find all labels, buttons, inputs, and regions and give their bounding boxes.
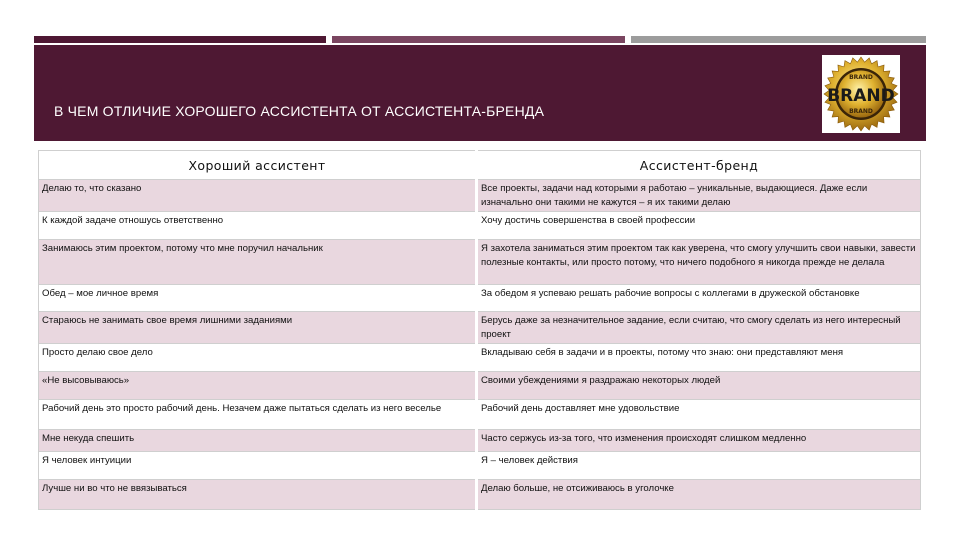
cell-brand-assistant: Рабочий день доставляет мне удовольствие [477,400,921,430]
table-row [39,372,921,400]
cell-brand-assistant: Хочу достичь совершенства в своей профессии [477,212,921,240]
table-row [39,312,921,344]
column-header-good-assistant: Хороший ассистент [39,151,477,180]
table-row [39,240,921,285]
cell-good-assistant: К каждой задаче отношусь ответственно [39,212,477,240]
svg-text:BRAND: BRAND [827,86,895,106]
svg-text:BRAND: BRAND [849,108,873,115]
cell-brand-assistant: Я – человек действия [477,452,921,480]
brand-gold-seal-icon [822,55,900,133]
top-bar-dark [34,36,326,43]
table-row [39,452,921,480]
cell-good-assistant: «Не высовываюсь» [39,372,477,400]
top-bar-mid [332,36,625,43]
table-row [39,430,921,452]
cell-brand-assistant: За обедом я успеваю решать рабочие вопросы с коллегами в дружеской обстановке [477,285,921,312]
cell-good-assistant: Я человек интуиции [39,452,477,480]
cell-brand-assistant: Делаю больше, не отсиживаюсь в уголочке [477,480,921,510]
table-row [39,212,921,240]
comparison-table [38,150,921,510]
cell-good-assistant: Рабочий день это просто рабочий день. Незачем даже пытаться сделать из него веселье [39,400,477,430]
cell-good-assistant: Занимаюсь этим проектом, потому что мне поручил начальник [39,240,477,285]
top-bar-grey [631,36,926,43]
table-row [39,285,921,312]
cell-good-assistant: Делаю то, что сказано [39,180,477,212]
table-row [39,400,921,430]
slide-header [34,45,926,141]
cell-brand-assistant: Все проекты, задачи над которыми я работаю – уникальные, выдающиеся. Даже если изначально они такими не кажутся – я их такими делаю [477,180,921,212]
table-header-row [39,151,921,180]
slide-title: В ЧЕМ ОТЛИЧИЕ ХОРОШЕГО АССИСТЕНТА ОТ АССИСТЕНТА-БРЕНДА [54,103,545,119]
cell-brand-assistant: Часто сержусь из-за того, что изменения происходят слишком медленно [477,430,921,452]
decorative-top-bars [34,36,926,43]
cell-brand-assistant: Берусь даже за незначительное задание, если считаю, что смогу сделать из него интересный проект [477,312,921,344]
cell-brand-assistant: Я захотела заниматься этим проектом так как уверена, что смогу улучшить свои навыки, завести полезные контакты, или просто потому, что ничего подобного я никогда прежде не делала [477,240,921,285]
table-row [39,480,921,510]
cell-good-assistant: Обед – мое личное время [39,285,477,312]
svg-text:BRAND: BRAND [849,74,873,81]
cell-good-assistant: Стараюсь не занимать свое время лишними заданиями [39,312,477,344]
cell-brand-assistant: Своими убеждениями я раздражаю некоторых людей [477,372,921,400]
cell-good-assistant: Мне некуда спешить [39,430,477,452]
comparison-table-wrapper [38,150,920,510]
cell-good-assistant: Лучше ни во что не ввязываться [39,480,477,510]
cell-good-assistant: Просто делаю свое дело [39,344,477,372]
column-header-brand-assistant: Ассистент-бренд [477,151,921,180]
cell-brand-assistant: Вкладываю себя в задачи и в проекты, потому что знаю: они представляют меня [477,344,921,372]
table-row [39,180,921,212]
table-row [39,344,921,372]
